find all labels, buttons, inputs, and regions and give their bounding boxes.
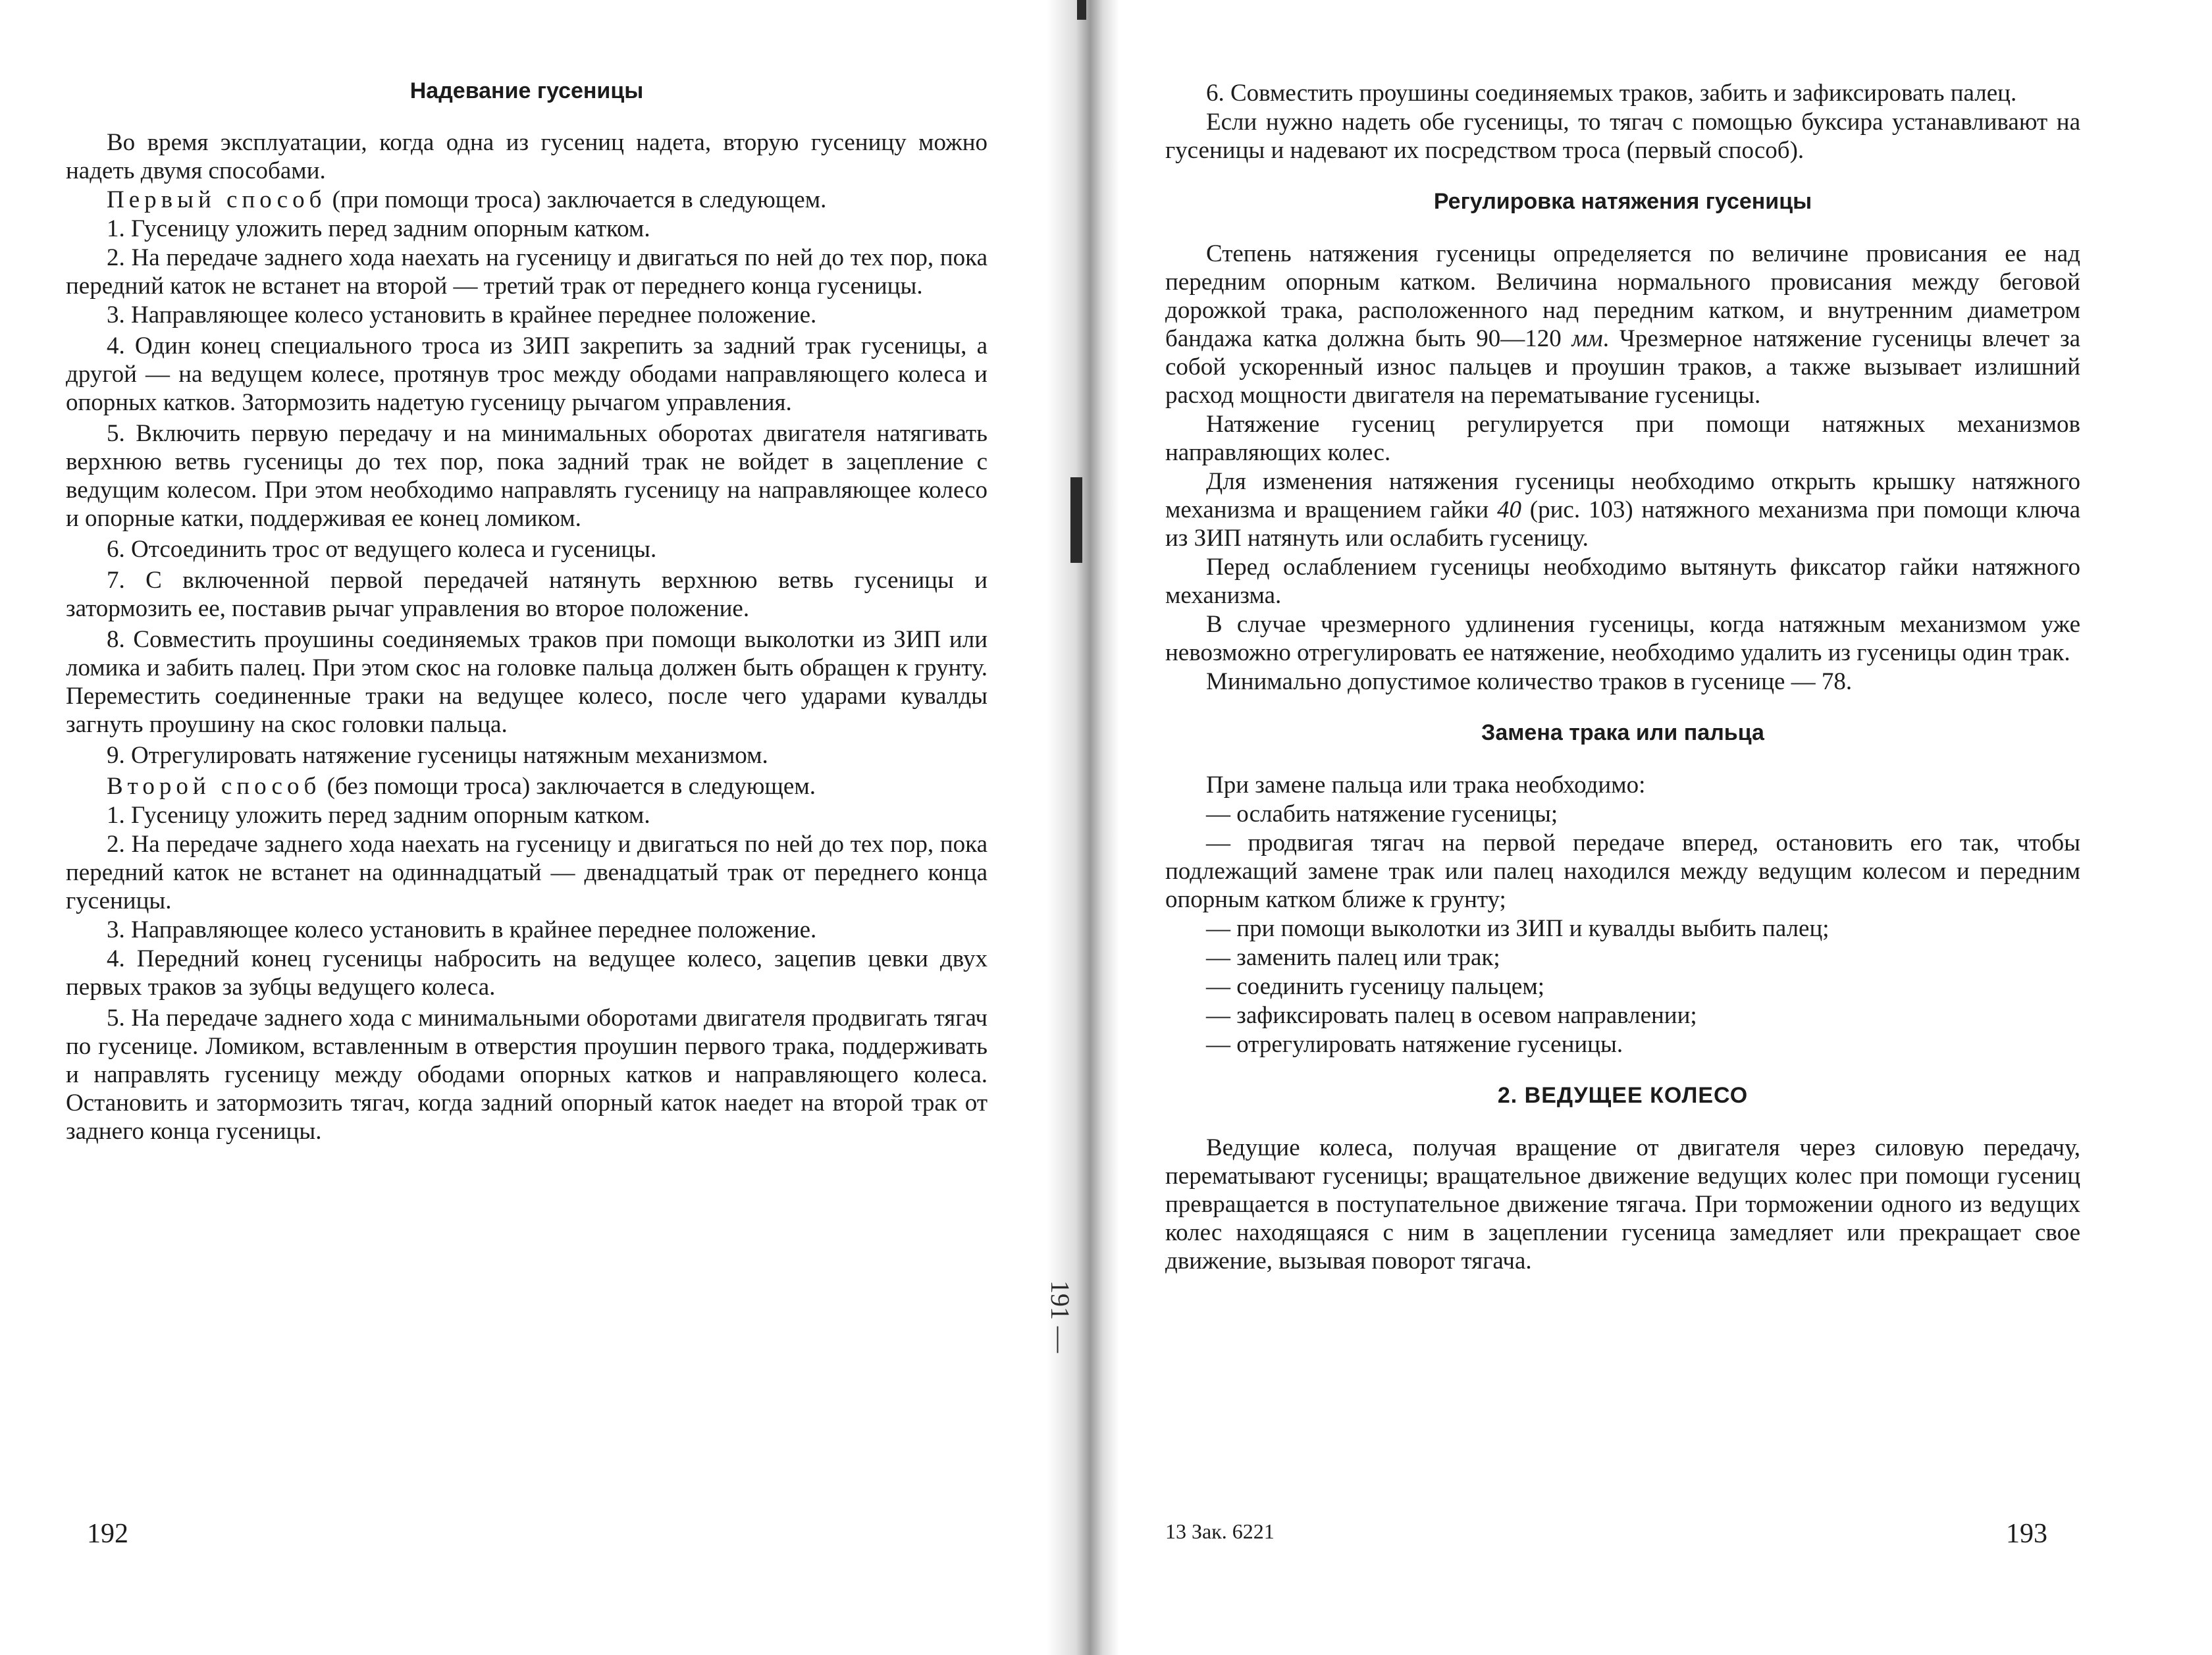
method2-step: 5. На передаче заднего хода с минимальными оборотами двигателя продвигать тягач по гусенице. Ломиком, вставленным в отверстия проушин первого трака, поддерживать и направлять гусеницу между ободами опорных катков и направляющего колеса. Остановить и затормозить тягач, когда задний опорный каток наедет на второй трак от заднего конца гусеницы. (66, 1005, 988, 1145)
tension-text: Для изменения натяжения гусеницы необходимо открыть крышку натяжного механизма и вращением гайки (1165, 468, 2080, 523)
tension-paragraph: В случае чрезмерного удлинения гусеницы, когда натяжным механизмом уже невозможно отрегулировать ее натяжение, необходимо удалить из гусеницы один трак. (1165, 611, 2080, 666)
method1-step: 1. Гусеницу уложить перед задним опорным катком. (107, 215, 650, 242)
tension-text: . Чрезмерное натяжение гусеницы влечет за собой ускоренный износ пальцев и проушин траков, а также вызывает излишний расход мощности двигателя на перематывание гусеницы. (1165, 325, 2080, 409)
replacement-item: — зафиксировать палец в осевом направлении; (1206, 1002, 1697, 1029)
method2-step: 3. Направляющее колесо установить в крайнее переднее положение. (107, 916, 817, 943)
tension-paragraph: Натяжение гусениц регулируется при помощи натяжных механизмов направляющих колес. (1165, 411, 2080, 466)
continued-step: 6. Совместить проушины соединяемых траков, забить и зафиксировать палец. (1206, 80, 2017, 107)
method2-label: Второй способ (107, 773, 321, 800)
method1-step: 3. Направляющее колесо установить в крайнее переднее положение. (107, 302, 817, 328)
printing-signature: 13 Зак. 6221 (1165, 1519, 1275, 1543)
drive-wheel-paragraph: Ведущие колеса, получая вращение от двигателя через силовую передачу, перематывают гусеницы; вращательное движение ведущих колес при помощи гусениц превращается в поступательное движение тягача. При торможении одного из ведущих колес находящаяся с ним в зацеплении гусеница замедляет или прекращает свое движение, вызывая поворот тягача. (1165, 1134, 2080, 1274)
unit-mm: мм (1571, 325, 1603, 352)
tension-paragraph (1165, 467, 2080, 552)
method1-step: 4. Один конец специального троса из ЗИП закрепить за задний трак гусеницы, а другой — на ведущем колесе, протянув трос между ободами направляющего колеса и опорных катков. Затормозить надетую гусеницу рычагом управления. (66, 332, 988, 416)
method2-rest: (без помощи троса) заключается в следующем. (321, 773, 816, 800)
method2-step: 1. Гусеницу уложить перед задним опорным катком. (107, 802, 650, 829)
left-page-body (66, 128, 988, 1145)
figure-ref: 40 (1497, 496, 1521, 523)
replacement-item: — при помощи выколотки из ЗИП и кувалды выбить палец; (1206, 915, 1830, 942)
replacement-item: — отрегулировать натяжение гусеницы. (1206, 1031, 1623, 1058)
method1-step: 6. Отсоединить трос от ведущего колеса и гусеницы. (107, 536, 657, 563)
tension-paragraph: Минимально допустимое количество траков в гусенице — 78. (1206, 668, 1853, 695)
left-page-heading: Надевание гусеницы (409, 78, 644, 103)
spine-mark-middle (1070, 477, 1082, 563)
replacement-item: — ослабить натяжение гусеницы; (1206, 801, 1558, 828)
replacement-intro: При замене пальца или трака необходимо: (1206, 772, 1646, 799)
replacement-item: — соединить гусеницу пальцем; (1206, 973, 1545, 1000)
method1-step: 8. Совместить проушины соединяемых траков при помощи выколотки из ЗИП или ломика и забить палец. При этом скос на головке пальца должен быть обращен к грунту. Переместить соединенные траки на ведущее колесо, после чего ударами кувалды загнуть проушину на скос головки пальца. (66, 626, 988, 738)
left-page-number: 192 (87, 1519, 128, 1549)
method2-step: 2. На передаче заднего хода наехать на гусеницу и двигаться по ней до тех пор, пока передний каток не встанет на одиннадцатый — двенадцатый трак от переднего конца гусеницы. (66, 831, 988, 914)
section-heading-tension: Регулировка натяжения гусеницы (1433, 189, 1812, 214)
tension-text: (рис. 103) натяжного механизма при помощи ключа из ЗИП натянуть или ослабить гусеницу. (1165, 496, 2080, 552)
right-page-number: 193 (2006, 1519, 2047, 1549)
left-page (66, 0, 988, 1655)
method1-rest: (при помощи троса) заключается в следующем. (326, 186, 827, 213)
method1-step: 9. Отрегулировать натяжение гусеницы натяжным механизмом. (107, 742, 768, 769)
tension-text: Степень натяжения гусеницы определяется по величине провисания ее над передним опорным катком. Величина нормального провисания между беговой дорожкой трака, расположенного над передним катком, и внутренним диаметром бандажа катка должна быть 90—120 (1165, 240, 2080, 352)
continued-paragraph: Если нужно надеть обе гусеницы, то тягач с помощью буксира устанавливают на гусеницы и надевают их посредством троса (первый способ). (1165, 109, 2080, 164)
method2-step: 4. Передний конец гусеницы набросить на ведущее колесо, зацепив цевки двух первых траков за зубцы ведущего колеса. (66, 945, 988, 1001)
method1-step: 2. На передаче заднего хода наехать на гусеницу и двигаться по ней до тех пор, пока передний каток не встанет на второй — третий трак от переднего конца гусеницы. (66, 244, 988, 300)
tension-paragraph (1165, 240, 2080, 409)
intro-paragraph: Во время эксплуатации, когда одна из гусениц надета, вторую гусеницу можно надеть двумя способами. (66, 129, 988, 184)
book-spine-shadow (1047, 0, 1119, 1655)
right-page (1165, 0, 2080, 1655)
method2-paragraph (66, 772, 988, 801)
spine-mark-top (1077, 0, 1086, 20)
method1-label: Первый способ (107, 186, 327, 213)
right-page-body (1165, 79, 2080, 1275)
replacement-item: — заменить палец или трак; (1206, 944, 1500, 971)
section-heading-replacement: Замена трака или пальца (1481, 720, 1764, 745)
spine-margin-note: 191 — (1045, 1280, 1075, 1353)
method1-step: 7. С включенной первой передачей натянуть верхнюю ветвь гусеницы и затормозить ее, поставив рычаг управления во второе положение. (66, 567, 988, 622)
method1-paragraph (66, 186, 988, 214)
section-heading-drive-wheel: 2. ВЕДУЩЕЕ КОЛЕСО (1497, 1083, 1749, 1108)
replacement-item: — продвигая тягач на первой передаче вперед, остановить его так, чтобы подлежащий замене трак или палец находился между ведущим колесом и передним опорным катком ближе к грунту; (1165, 829, 2080, 913)
tension-paragraph: Перед ослаблением гусеницы необходимо вытянуть фиксатор гайки натяжного механизма. (1165, 554, 2080, 609)
method1-step: 5. Включить первую передачу и на минимальных оборотах двигателя натягивать верхнюю ветвь гусеницы до тех пор, пока задний трак не войдет в зацепление с ведущим колесом. При этом необходимо направлять гусеницу на направляющее колесо и опорные катки, поддерживая ее конец ломиком. (66, 420, 988, 532)
